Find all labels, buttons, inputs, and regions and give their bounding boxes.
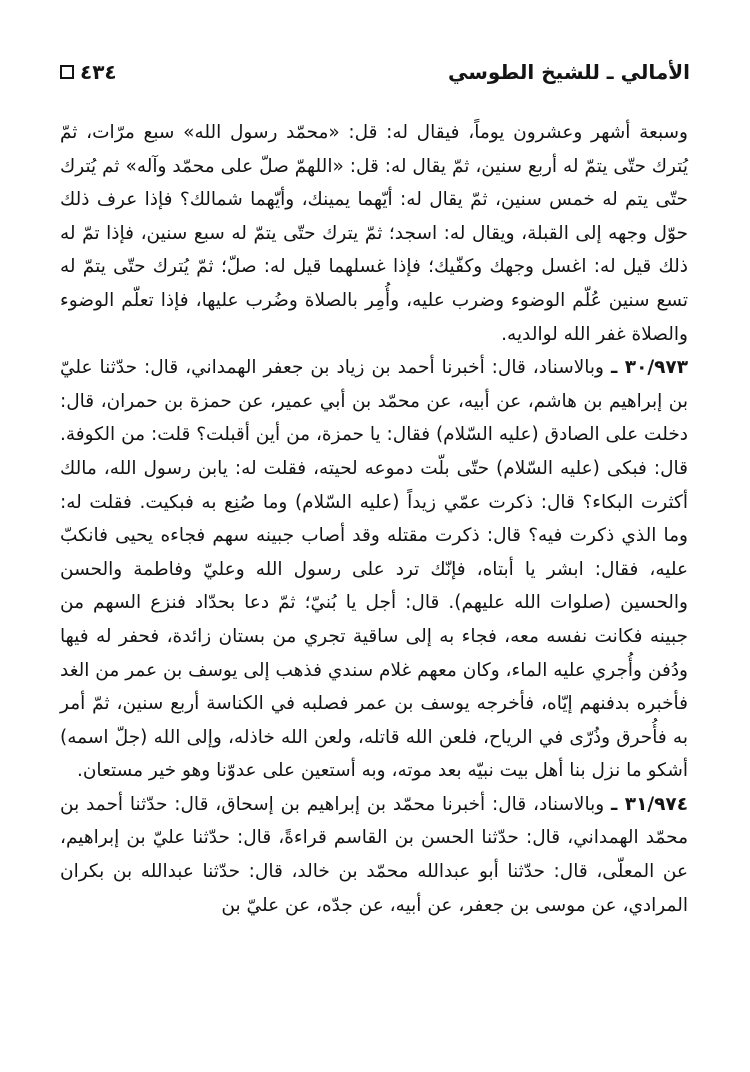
- paragraph-continuation: [60, 116, 688, 351]
- hadith-number: ٣١/٩٧٤ ـ: [611, 793, 688, 815]
- paragraph-hadith-974: [60, 788, 688, 922]
- paragraph-hadith-973: [60, 351, 688, 788]
- page-number: ٤٣٤: [80, 60, 117, 84]
- hadith-number: ٣٠/٩٧٣ ـ: [610, 357, 689, 379]
- paragraph-text: وسبعة أشهر وعشرون يوماً، فيقال له: قل: «محمّد رسول الله» سبع مرّات، ثمّ يُترك حتّى يتمّ له أربع سنين، ثمّ يقال له: قل: «اللهمّ صلّ على محمّد وآله» ثم يُترك حتّى يتم له خمس سنين، ثمّ يقال له: أيّهما يمينك، وأيّهما شمالك؟ فإذا عرف ذلك حوّل وجهه إلى القبلة، ويقال له: اسجد؛ ثمّ يترك حتّى يتمّ له سبع سنين، فإذا تمّ له ذلك قيل له: اغسل وجهك وكفّيك؛ فإذا غسلهما قيل له: صلّ؛ ثمّ يُترك حتّى يتمّ له تسع سنين عُلّم الوضوء وضرب عليه، وأُمِر بالصلاة وضُرب عليها، فإذا تعلّم الوضوء والصلاة غفر الله لوالديه.: [60, 122, 688, 345]
- page-header: [60, 52, 690, 92]
- running-title: الأمالي ـ للشيخ الطوسي: [447, 60, 690, 84]
- page-box-icon: [60, 65, 74, 79]
- paragraph-text: وبالاسناد، قال: أخبرنا محمّد بن إبراهيم بن إسحاق، قال: حدّثنا أحمد بن محمّد الهمداني، قال: حدّثنا الحسن بن القاسم قراءةً، قال: حدّثنا عليّ بن إبراهيم، عن المعلّى، قال: حدّثنا أبو عبدالله محمّد بن خالد، قال: حدّثنا عبدالله بن بكران المرادي، عن موسى بن جعفر، عن أبيه، عن جدّه، عن عليّ بن: [60, 793, 688, 916]
- page-number-block: [60, 60, 117, 84]
- body-text: [60, 116, 688, 922]
- paragraph-text: وبالاسناد، قال: أخبرنا أحمد بن زياد بن جعفر الهمداني، قال: حدّثنا عليّ بن إبراهيم بن هاشم، عن أبيه، عن محمّد بن أبي عمير، عن حمزة بن حمران، قال: دخلت على الصادق (عليه السّلام) فقال: يا حمزة، من أين أقبلت؟ قلت: من الكوفة. قال: فبكى (عليه السّلام) حتّى بلّت دموعه لحيته، فقلت له: يابن رسول الله، مالك أكثرت البكاء؟ قال: ذكرت عمّي زيداً (عليه السّلام) وما صُنِع به فبكيت. فقلت له: وما الذي ذكرت فيه؟ قال: ذكرت مقتله وقد أصاب جبينه سهم فجاءه يحيى فانكبّ عليه، فقال: ابشر يا أبتاه، فإنّك ترد على رسول الله وعليّ وفاطمة والحسن والحسين (صلوات الله عليهم). قال: أجل يا بُنيّ؛ ثمّ دعا بحدّاد فنزع السهم من جبينه فكانت نفسه معه، فجاء به إلى ساقية تجري من بستان زائدة، فحفر له فيها ودُفن وأُجري عليه الماء، وكان معهم غلام سندي فذهب إلى يوسف بن عمر من الغد فأخبره بدفنهم إيّاه، فأخرجه يوسف بن عمر فصلبه في الكناسة أربع سنين، ثمّ أمر به فأُحرق وذُرّى في الرياح، فلعن الله قاتله، ولعن الله خاذله، وإلى الله (جلّ اسمه) أشكو ما نزل بنا أهل بيت نبيّه بعد موته، وبه أستعين على عدوّنا وهو خير مستعان.: [60, 357, 688, 782]
